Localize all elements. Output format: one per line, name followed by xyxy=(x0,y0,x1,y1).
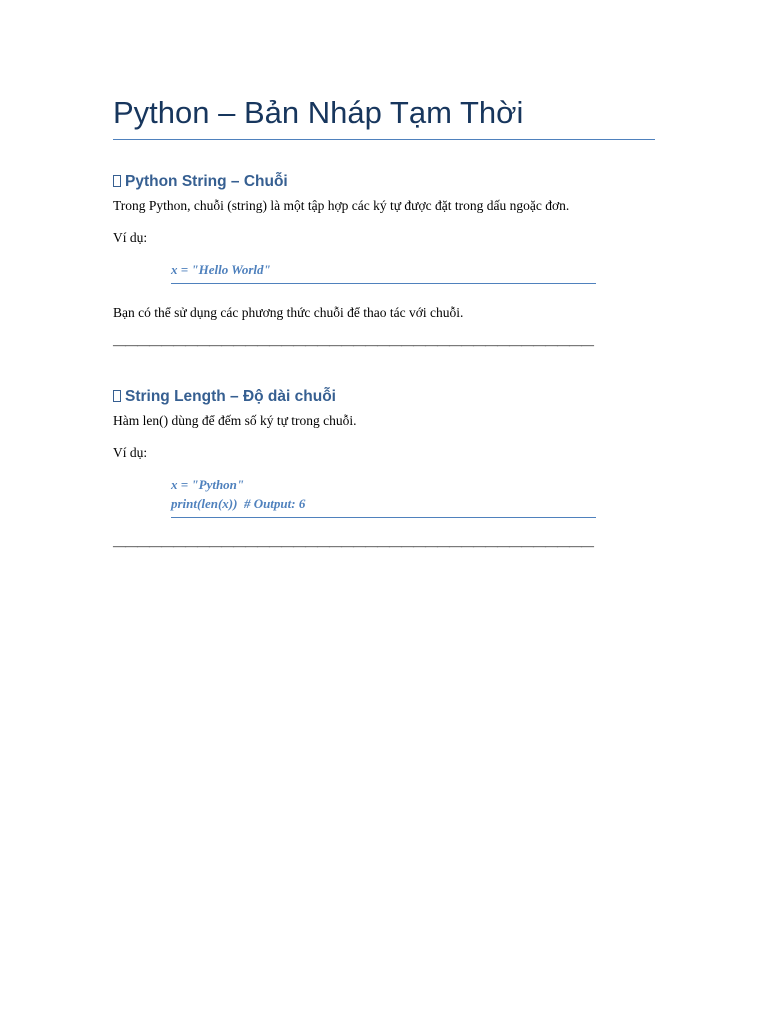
code-block xyxy=(171,260,596,279)
section-paragraph: Trong Python, chuỗi (string) là một tập hợp các ký tự được đặt trong dấu ngoặc đơn. xyxy=(113,198,570,213)
section-paragraph: Hàm len() dùng để đếm số ký tự trong chuỗi. xyxy=(113,413,357,428)
section-heading-string-length xyxy=(113,387,336,407)
section-heading-text: String Length – Độ dài chuỗi xyxy=(125,388,336,405)
code-block xyxy=(171,475,596,513)
code-line: x = "Hello World" xyxy=(171,262,271,277)
code-block-underline xyxy=(171,283,596,284)
missing-glyph-icon xyxy=(113,390,121,402)
example-label: Ví dụ: xyxy=(113,445,148,460)
title-underline xyxy=(113,139,655,140)
section-separator: ———————————————————————————————————————— xyxy=(113,337,593,352)
section-separator: ———————————————————————————————————————— xyxy=(113,538,593,553)
section-heading-text: Python String – Chuỗi xyxy=(125,173,288,190)
section-heading-python-string xyxy=(113,172,288,192)
code-line: x = "Python" xyxy=(171,477,245,492)
missing-glyph-icon xyxy=(113,175,121,187)
example-label: Ví dụ: xyxy=(113,230,148,245)
code-block-underline xyxy=(171,517,596,518)
code-line: print(len(x)) # Output: 6 xyxy=(171,496,306,511)
section-paragraph: Bạn có thể sử dụng các phương thức chuỗi để thao tác với chuỗi. xyxy=(113,305,464,320)
document-title: Python – Bản Nháp Tạm Thời xyxy=(113,95,524,130)
